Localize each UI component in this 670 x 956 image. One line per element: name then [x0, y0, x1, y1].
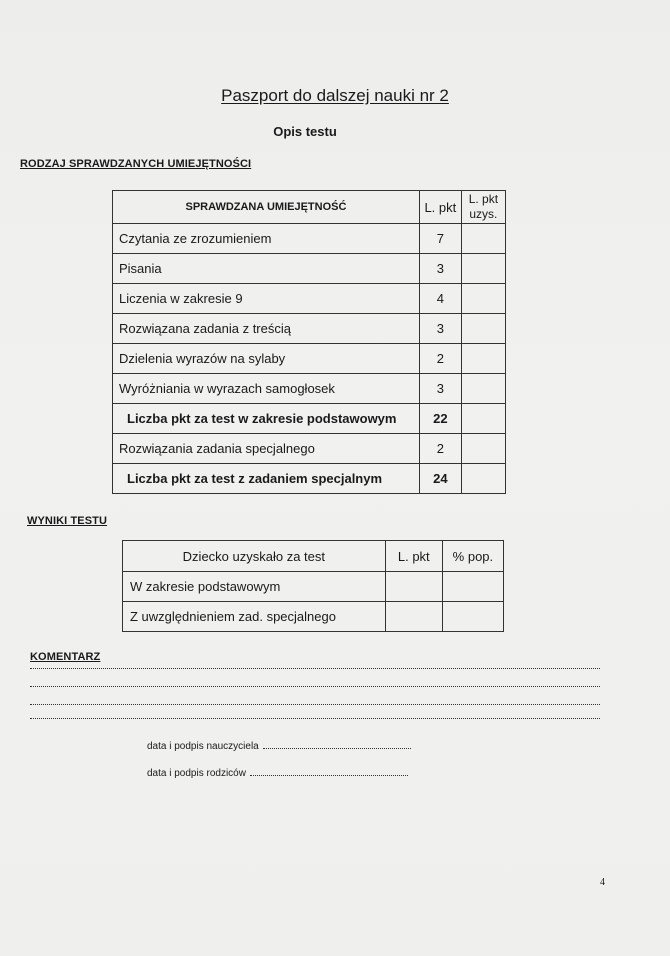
- result-points-cell[interactable]: [385, 602, 442, 632]
- teacher-signature-line[interactable]: [263, 747, 411, 749]
- result-label-cell: W zakresie podstawowym: [123, 572, 386, 602]
- table-row: [113, 344, 506, 374]
- skill-cell: Wyróżniania w wyrazach samogłosek: [113, 374, 420, 404]
- column-header-skill: SPRAWDZANA UMIEJĘTNOŚĆ: [113, 191, 420, 224]
- skill-cell: Rozwiązania zadania specjalnego: [113, 434, 420, 464]
- results-section-heading: WYNIKI TESTU: [27, 515, 108, 527]
- parent-signature: [147, 768, 408, 779]
- earned-cell[interactable]: [461, 224, 505, 254]
- teacher-signature: [147, 741, 411, 752]
- earned-cell[interactable]: [461, 434, 505, 464]
- results-table: [122, 540, 504, 632]
- points-cell: 4: [419, 284, 461, 314]
- results-table-header: [123, 541, 504, 572]
- skills-table-header: [113, 191, 506, 224]
- skill-cell: Liczenia w zakresie 9: [113, 284, 420, 314]
- points-cell: 2: [419, 434, 461, 464]
- result-percent-cell[interactable]: [442, 602, 503, 632]
- earned-cell[interactable]: [461, 374, 505, 404]
- points-cell: 22: [419, 404, 461, 434]
- comment-line[interactable]: [30, 718, 600, 719]
- points-cell: 7: [419, 224, 461, 254]
- points-cell: 3: [419, 254, 461, 284]
- result-label-cell: Z uwzględnieniem zad. specjalnego: [123, 602, 386, 632]
- skills-section-heading: RODZAJ SPRAWDZANYCH UMIEJĘTNOŚCI: [20, 158, 252, 170]
- table-row: [113, 224, 506, 254]
- table-row: [123, 572, 504, 602]
- page-title: Paszport do dalszej nauki nr 2: [221, 86, 449, 105]
- skills-table: [112, 190, 506, 494]
- column-header-result-percent: % pop.: [442, 541, 503, 572]
- table-row-special-total: [113, 464, 506, 494]
- earned-cell[interactable]: [461, 284, 505, 314]
- skill-cell: Czytania ze zrozumieniem: [113, 224, 420, 254]
- earned-cell[interactable]: [461, 344, 505, 374]
- points-cell: 2: [419, 344, 461, 374]
- column-header-points: L. pkt: [419, 191, 461, 224]
- skill-cell: Liczba pkt za test z zadaniem specjalnym: [113, 464, 420, 494]
- earned-cell[interactable]: [461, 464, 505, 494]
- table-row: [113, 284, 506, 314]
- points-cell: 3: [419, 314, 461, 344]
- teacher-signature-label: data i podpis nauczyciela: [147, 741, 259, 752]
- points-cell: 24: [419, 464, 461, 494]
- points-cell: 3: [419, 374, 461, 404]
- parent-signature-line[interactable]: [250, 774, 408, 776]
- earned-cell[interactable]: [461, 404, 505, 434]
- result-points-cell[interactable]: [385, 572, 442, 602]
- skill-cell: Pisania: [113, 254, 420, 284]
- earned-cell[interactable]: [461, 314, 505, 344]
- comment-section-heading: KOMENTARZ: [30, 651, 101, 663]
- skill-cell: Rozwiązana zadania z treścią: [113, 314, 420, 344]
- parent-signature-label: data i podpis rodziców: [147, 768, 246, 779]
- table-row: [113, 374, 506, 404]
- skill-cell: Dzielenia wyrazów na sylaby: [113, 344, 420, 374]
- comment-line[interactable]: [30, 668, 600, 669]
- comment-line[interactable]: [30, 686, 600, 687]
- skill-cell: Liczba pkt za test w zakresie podstawowym: [113, 404, 420, 434]
- page-subtitle: Opis testu: [273, 124, 337, 139]
- table-row-basic-total: [113, 404, 506, 434]
- table-row: [113, 254, 506, 284]
- comment-line[interactable]: [30, 704, 600, 705]
- table-row: [113, 434, 506, 464]
- column-header-result-label: Dziecko uzyskało za test: [123, 541, 386, 572]
- table-row: [113, 314, 506, 344]
- table-row: [123, 602, 504, 632]
- result-percent-cell[interactable]: [442, 572, 503, 602]
- earned-cell[interactable]: [461, 254, 505, 284]
- column-header-earned: L. pkt uzys.: [461, 191, 505, 224]
- page-number: 4: [600, 877, 605, 888]
- column-header-result-points: L. pkt: [385, 541, 442, 572]
